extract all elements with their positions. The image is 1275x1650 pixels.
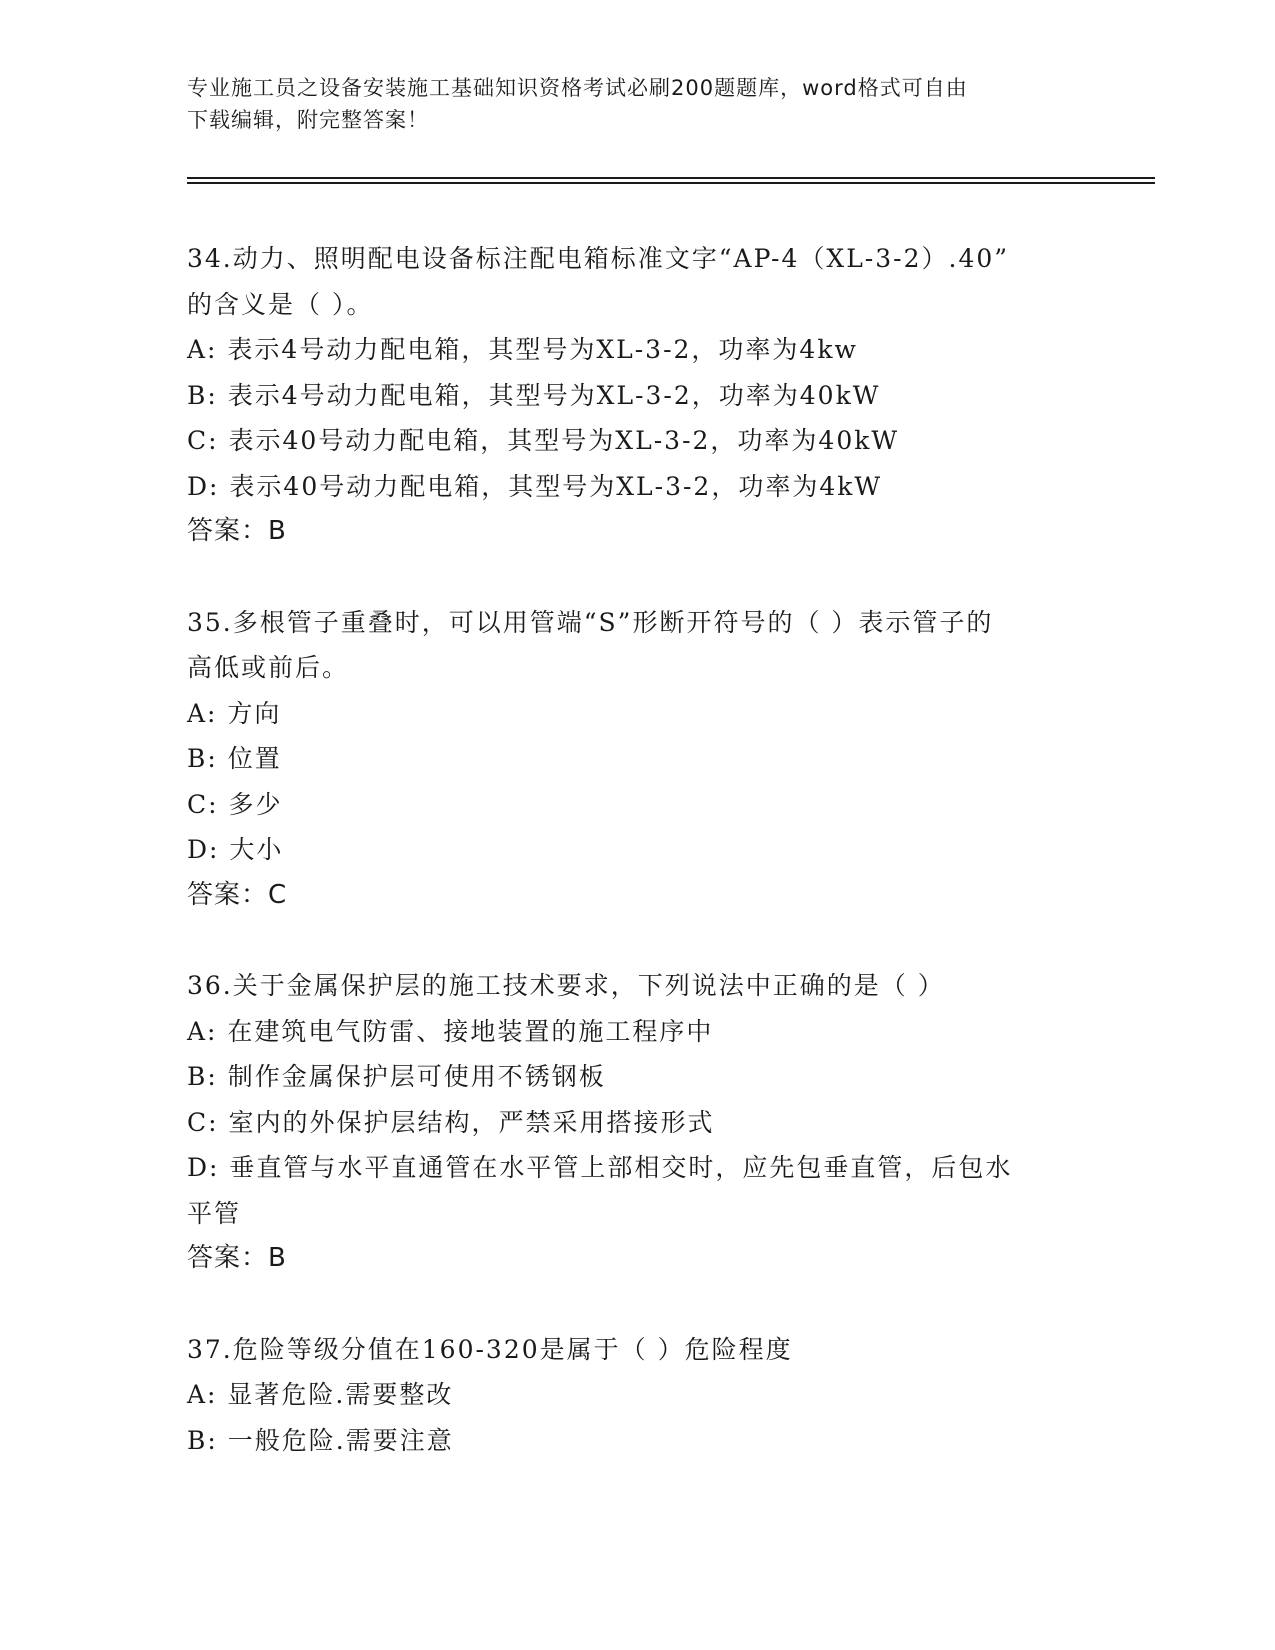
option-d: D: 垂直管与水平直通管在水平管上部相交时，应先包垂直管，后包水: [187, 1153, 1013, 1182]
question-stem-continued: 高低或前后。: [187, 653, 350, 682]
question-stem: 35.多根管子重叠时，可以用管端“S”形断开符号的（ ）表示管子的: [187, 607, 994, 637]
question-37: [187, 1327, 1087, 1464]
option-c: C: 室内的外保护层结构，严禁采用搭接形式: [187, 1107, 715, 1137]
document-header: [187, 72, 1087, 136]
header-divider-top: [187, 177, 1155, 179]
question-stem-continued: 的含义是（ ）。: [187, 289, 374, 319]
option-d-continued: 平管: [187, 1198, 242, 1228]
question-stem: 36.关于金属保护层的施工技术要求，下列说法中正确的是（ ）: [187, 971, 945, 1000]
option-b: B: 一般危险.需要注意: [187, 1425, 454, 1455]
question-36: [187, 963, 1087, 1282]
option-a: A: 在建筑电气防雷、接地装置的施工程序中: [187, 1016, 714, 1046]
question-34: [187, 236, 1087, 555]
option-d: D: 表示40号动力配电箱，其型号为XL-3-2，功率为4kW: [187, 471, 883, 501]
option-b: B: 位置: [187, 744, 282, 773]
option-d: D: 大小: [187, 835, 284, 864]
option-b: B: 制作金属保护层可使用不锈钢板: [187, 1062, 606, 1091]
option-a: A: 显著危险.需要整改: [187, 1380, 454, 1409]
option-c: C: 多少: [187, 789, 283, 819]
question-spacer: [187, 555, 1087, 600]
answer-key: 答案：B: [187, 516, 287, 546]
question-stem: 37.危险等级分值在160-320是属于（ ）危险程度: [187, 1334, 793, 1364]
question-list: [187, 236, 1087, 1463]
option-c: C: 表示40号动力配电箱，其型号为XL-3-2，功率为40kW: [187, 426, 900, 455]
question-35: [187, 600, 1087, 919]
answer-key: 答案：B: [187, 1243, 287, 1273]
answer-key: 答案：C: [187, 879, 288, 910]
question-spacer: [187, 918, 1087, 963]
option-a: A: 方向: [187, 698, 282, 728]
header-line-2: 下载编辑，附完整答案！: [187, 108, 429, 132]
question-spacer: [187, 1282, 1087, 1327]
option-a: A: 表示4号动力配电箱，其型号为XL-3-2，功率为4kw: [187, 335, 858, 364]
header-divider-bottom: [187, 182, 1155, 184]
option-b: B: 表示4号动力配电箱，其型号为XL-3-2，功率为40kW: [187, 380, 881, 410]
header-line-1: 专业施工员之设备安装施工基础知识资格考试必刷200题题库，word格式可自由: [187, 76, 968, 100]
question-stem: 34.动力、照明配电设备标注配电箱标准文字“AP-4（XL-3-2）.40”: [187, 244, 1010, 273]
